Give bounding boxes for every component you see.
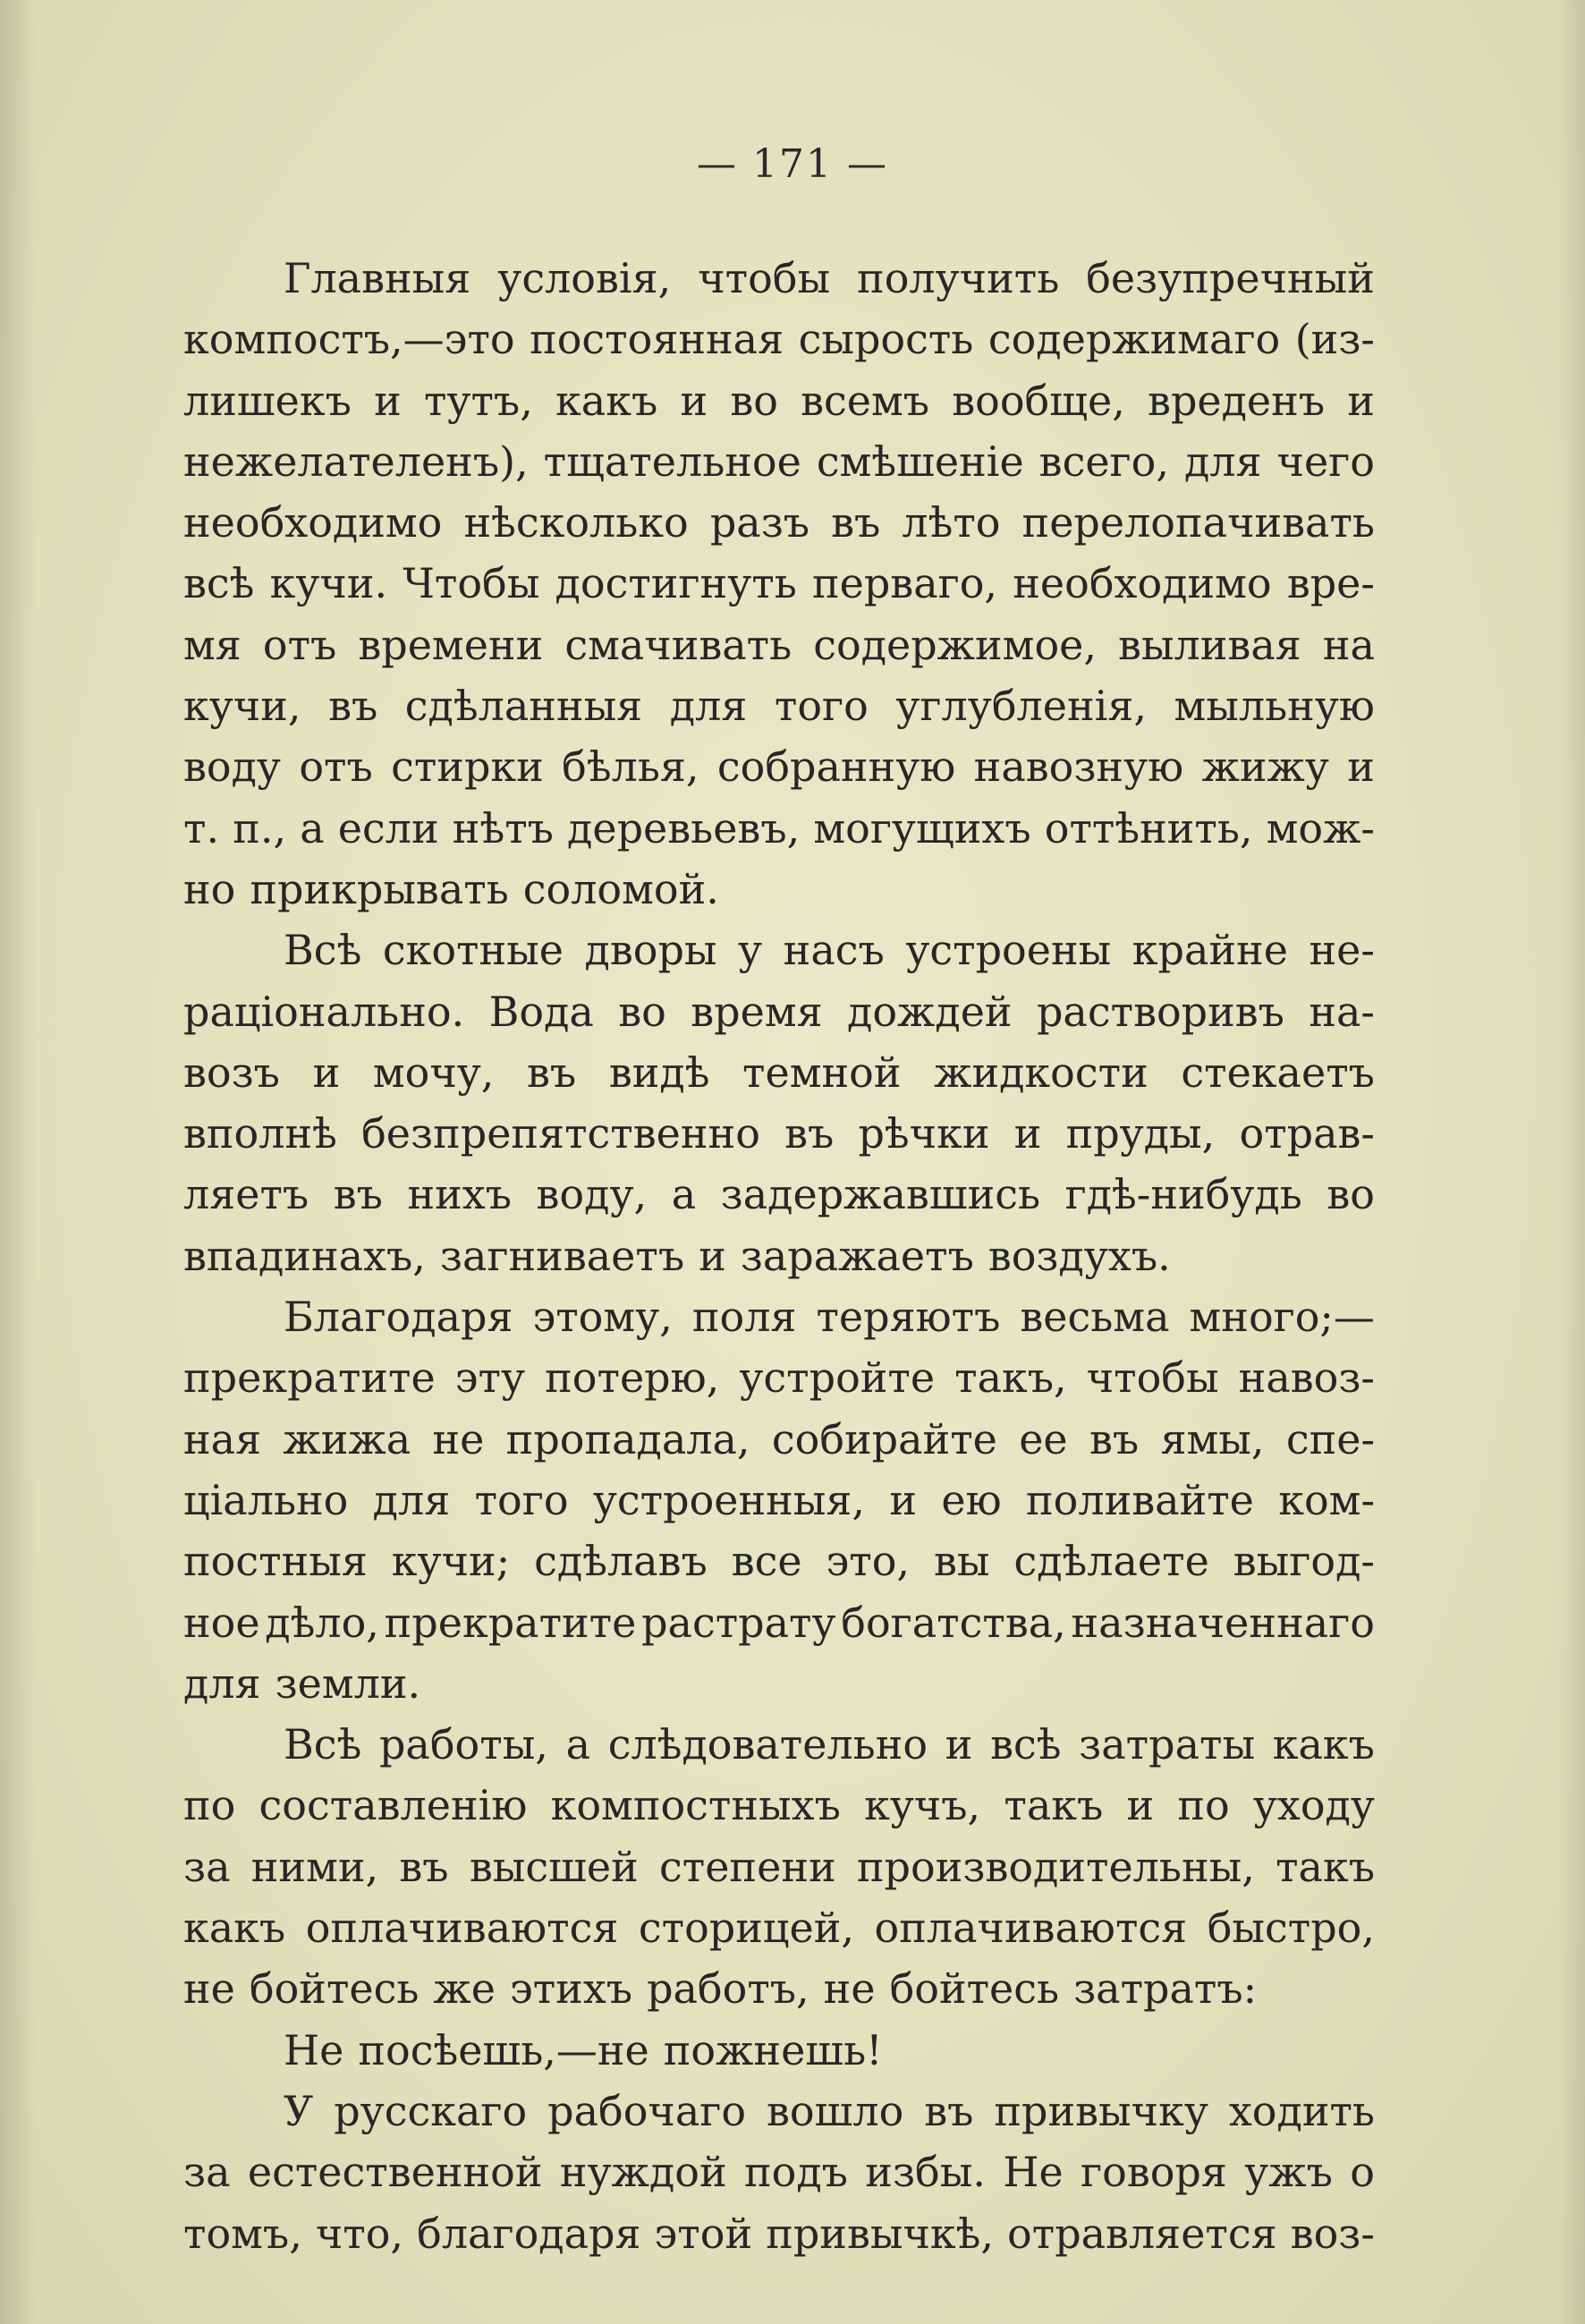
text-line: ная жижа не пропадала, собирайте ее въ ямы, спе-	[183, 1414, 1375, 1463]
text-line: ное дѣло, прекратите растрату богатства, назначеннаго	[183, 1598, 1375, 1647]
text-line: У русскаго рабочаго вошло въ привычку ходить	[284, 2086, 1375, 2135]
text-line: томъ, что, благодаря этой привычкѣ, отравляется воз-	[183, 2209, 1375, 2258]
page-number: — 171 —	[697, 141, 888, 187]
paragraph	[183, 1286, 1375, 1714]
text-line: необходимо нѣсколько разъ въ лѣто перелопачивать	[183, 498, 1375, 547]
text-line: за естественной нуждой подъ избы. Не говоря ужъ о	[183, 2148, 1375, 2197]
text-line: впадинахъ, загниваетъ и заражаетъ воздухъ.	[183, 1231, 1171, 1280]
body-text	[183, 248, 1375, 2264]
text-line: компостъ,—это постоянная сырость содержимаго (из-	[183, 315, 1375, 364]
text-line: какъ оплачиваются сторицей, оплачиваются быстро,	[183, 1904, 1375, 1953]
text-line: прекратите эту потерю, устройте такъ, чтобы навоз-	[183, 1353, 1375, 1403]
text-line: воду отъ стирки бѣлья, собранную навозную жижу и	[183, 742, 1375, 792]
paragraph	[183, 2020, 1375, 2081]
text-line: за ними, въ высшей степени производительны, такъ	[183, 1842, 1375, 1891]
text-line: но прикрывать соломой.	[183, 864, 719, 913]
paragraph	[183, 1714, 1375, 2019]
paragraph	[183, 2081, 1375, 2264]
text-line: Всѣ скотные дворы у насъ устроены крайне не-	[284, 926, 1375, 975]
page-edge-shadow-left	[0, 0, 36, 2324]
text-line: ляетъ въ нихъ воду, а задержавшись гдѣ-нибудь во	[183, 1170, 1375, 1219]
text-line: кучи, въ сдѣланныя для того углубленія, мыльную	[183, 682, 1375, 731]
text-line: для земли.	[183, 1658, 421, 1708]
text-line: по составленію компостныхъ кучъ, такъ и по уходу	[183, 1781, 1375, 1830]
page-edge-shadow-right	[1558, 0, 1585, 2324]
text-line: Не посѣешь,—не пожнешь!	[284, 2025, 883, 2074]
text-line: нежелателенъ), тщательное смѣшеніе всего, для чего	[183, 437, 1375, 486]
text-line: мя отъ времени смачивать содержимое, выливая на	[183, 620, 1375, 669]
text-line: Всѣ работы, а слѣдовательно и всѣ затраты какъ	[284, 1720, 1375, 1769]
text-line: т. п., а если нѣтъ деревьевъ, могущихъ оттѣнить, мож-	[183, 803, 1375, 852]
text-line: ціально для того устроенныя, и ею поливайте ком-	[183, 1475, 1375, 1524]
paragraph	[183, 920, 1375, 1286]
text-line: раціонально. Вода во время дождей растворивъ на-	[183, 987, 1375, 1036]
text-line: вполнѣ безпрепятственно въ рѣчки и пруды, отрав-	[183, 1109, 1375, 1158]
text-line: лишекъ и тутъ, какъ и во всемъ вообще, вреденъ и	[183, 376, 1375, 425]
text-line: всѣ кучи. Чтобы достигнуть перваго, необходимо вре-	[183, 559, 1375, 608]
text-line: возъ и мочу, въ видѣ темной жидкости стекаетъ	[183, 1047, 1375, 1097]
text-line: не бойтесь же этихъ работъ, не бойтесь затратъ:	[183, 1964, 1258, 2014]
text-line: Благодаря этому, поля теряютъ весьма много;—	[284, 1293, 1375, 1342]
text-line: Главныя условія, чтобы получить безупречный	[284, 254, 1375, 302]
text-line: постныя кучи; сдѣлавъ все это, вы сдѣлаете выгод-	[183, 1537, 1375, 1586]
paragraph	[183, 248, 1375, 920]
